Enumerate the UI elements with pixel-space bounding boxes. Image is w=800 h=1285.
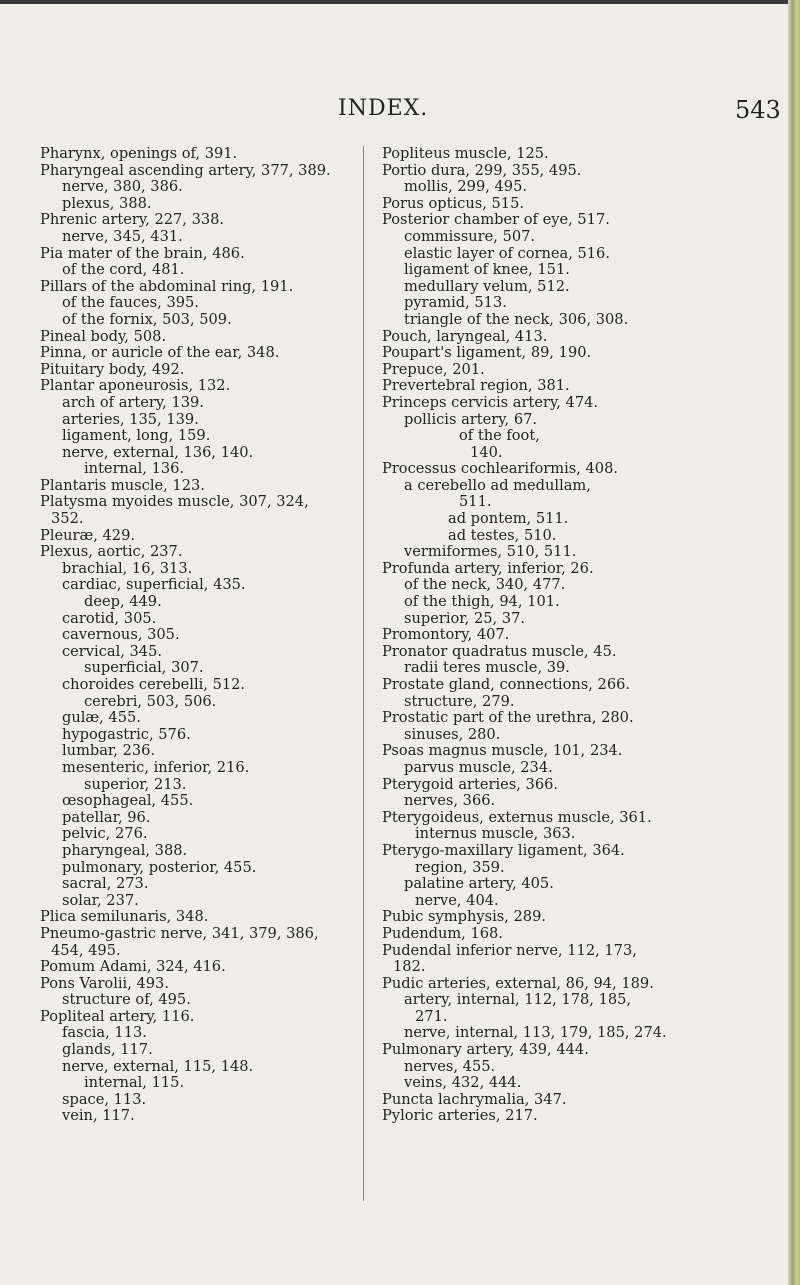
index-entry: Pinna, or auricle of the ear, 348. [40,344,280,362]
index-entry: Pudic arteries, external, 86, 94, 189. [382,974,654,992]
index-entry: of the neck, 340, 477. [404,576,566,594]
index-entry: region, 359. [415,858,505,876]
index-entry: plexus, 388. [62,194,152,212]
index-entry: Pineal body, 508. [40,327,167,345]
index-entry: sacral, 273. [62,875,149,893]
index-entry: cerebri, 503, 506. [84,692,217,710]
index-entry: Posterior chamber of eye, 517. [382,211,610,229]
index-entry: solar, 237. [62,891,139,909]
index-entry: of the foot, [459,427,540,445]
index-entry: Poupart's ligament, 89, 190. [382,344,592,362]
index-entry: Popliteal artery, 116. [40,1007,195,1025]
index-entry: glands, 117. [62,1041,153,1059]
index-entry: Porus opticus, 515. [382,194,525,212]
index-entry: superior, 213. [84,775,187,793]
index-entry: elastic layer of cornea, 516. [404,244,610,262]
column-divider [363,146,364,1201]
index-entry: Plica semilunaris, 348. [40,908,209,926]
index-entry: 182. [393,958,426,976]
index-entry: structure, 279. [404,692,515,710]
index-entry: space, 113. [62,1090,147,1108]
index-entry: Plexus, aortic, 237. [40,543,183,561]
index-entry: a cerebello ad medullam, [404,476,591,494]
index-entry: Phrenic artery, 227, 338. [40,211,225,229]
index-entry: Pulmonary artery, 439, 444. [382,1041,589,1059]
index-entry: Pia mater of the brain, 486. [40,244,245,262]
index-entry: carotid, 305. [62,609,157,627]
index-entry: Pharynx, openings of, 391. [40,145,238,162]
index-entry: Popliteus muscle, 125. [382,145,549,162]
index-entry: Platysma myoides muscle, 307, 324, [40,493,309,511]
index-entry: of the thigh, 94, 101. [404,593,560,611]
index-entry: of the fornix, 503, 509. [62,310,232,328]
index-column-right [382,146,782,1125]
index-entry: 511. [459,493,492,511]
index-entry: hypogastric, 576. [62,725,191,743]
index-entry: Pronator quadratus muscle, 45. [382,642,617,660]
index-entry: patellar, 96. [62,808,151,826]
index-entry: internal, 115. [84,1074,185,1092]
index-entry: nerve, external, 136, 140. [62,443,254,461]
index-entry: medullary velum, 512. [404,277,570,295]
index-entry: Pouch, laryngeal, 413. [382,327,548,345]
index-entry: Prostate gland, connections, 266. [382,676,631,693]
index-entry: 352. [51,510,84,528]
index-entry: Pomum Adami, 324, 416. [40,958,226,976]
index-entry: Prepuce, 201. [382,360,485,378]
index-entry: Pterygo-maxillary ligament, 364. [382,841,625,859]
index-entry: pulmonary, posterior, 455. [62,858,257,876]
index-entry: pelvic, 276. [62,825,148,843]
index-entry: internus muscle, 363. [415,825,576,843]
index-entry: superior, 25, 37. [404,609,526,627]
index-entry: parvus muscle, 234. [404,758,553,776]
index-entry: Promontory, 407. [382,626,510,644]
index-entry: artery, internal, 112, 178, 185, [404,991,632,1009]
index-entry: triangle of the neck, 306, 308. [404,310,629,328]
index-entry: cervical, 345. [62,642,163,660]
index-entry: Pituitary body, 492. [40,360,185,378]
index-entry: Pillars of the abdominal ring, 191. [40,277,294,295]
index-entry: nerves, 366. [404,792,496,810]
index-entry: pollicis artery, 67. [404,410,538,428]
index-entry: ad pontem, 511. [448,510,569,528]
index-entry: brachial, 16, 313. [62,559,193,577]
index-entry: Pterygoid arteries, 366. [382,775,559,793]
index-entry: nerve, 404. [415,891,499,909]
index-entry: ad testes, 510. [448,526,557,544]
index-entry: ligament, long, 159. [62,427,211,445]
index-entry: Prevertebral region, 381. [382,377,570,395]
page-header [0,96,800,124]
index-entry: Pyloric arteries, 217. [382,1107,538,1125]
index-entry: radii teres muscle, 39. [404,659,570,677]
index-entry: sinuses, 280. [404,725,501,743]
index-entry: nerve, 345, 431. [62,227,183,245]
index-entry: Pubic symphysis, 289. [382,908,547,926]
index-entry: Portio dura, 299, 355, 495. [382,161,582,179]
index-entry: choroides cerebelli, 512. [62,676,246,693]
index-entry: vermiformes, 510, 511. [404,543,577,561]
index-entry: fascia, 113. [62,1024,147,1042]
page-top-rule [0,0,800,4]
index-entry: Pneumo-gastric nerve, 341, 379, 386, [40,924,319,942]
page-title: INDEX. [338,96,429,121]
index-entry: mollis, 299, 495. [404,178,528,196]
index-entry: cardiac, superficial, 435. [62,576,246,594]
index-entry: veins, 432, 444. [404,1074,522,1092]
index-entry: Pudendal inferior nerve, 112, 173, [382,941,637,959]
index-entry: œsophageal, 455. [62,792,194,810]
index-entry: arch of artery, 139. [62,393,204,411]
index-entry: palatine artery, 405. [404,875,554,893]
index-entry: superficial, 307. [84,659,204,677]
index-entry: nerves, 455. [404,1057,496,1075]
index-entry: Prostatic part of the urethra, 280. [382,709,634,727]
index-entry: Puncta lachrymalia, 347. [382,1090,567,1108]
index-entry: ligament of knee, 151. [404,261,570,279]
index-column-left [40,146,358,1125]
index-entry: Pleuræ, 429. [40,526,135,544]
index-entry: nerve, internal, 113, 179, 185, 274. [404,1024,667,1042]
index-entry: Pharyngeal ascending artery, 377, 389. [40,161,331,179]
index-entry: nerve, external, 115, 148. [62,1057,254,1075]
index-entry: lumbar, 236. [62,742,156,760]
index-entry: 454, 495. [51,941,121,959]
index-entry: of the cord, 481. [62,261,185,279]
index-entry: Plantar aponeurosis, 132. [40,377,231,395]
index-entry: pharyngeal, 388. [62,841,188,859]
index-entry: 140. [470,443,503,461]
index-entry: gulæ, 455. [62,709,141,727]
index-entry: nerve, 380, 386. [62,178,183,196]
index-entry: pyramid, 513. [404,294,507,312]
index-entry: mesenteric, inferior, 216. [62,758,250,776]
index-entry: Plantaris muscle, 123. [40,476,205,494]
index-entry: vein, 117. [62,1107,135,1125]
index-entry: 271. [415,1007,448,1025]
index-entry: Pudendum, 168. [382,924,503,942]
index-entry: Profunda artery, inferior, 26. [382,559,594,577]
index-entry: Princeps cervicis artery, 474. [382,393,599,411]
index-entry: of the fauces, 395. [62,294,199,312]
index-entry: arteries, 135, 139. [62,410,199,428]
page-edge [788,0,800,1285]
index-entry: Processus cochleariformis, 408. [382,460,619,478]
index-entry: commissure, 507. [404,227,536,245]
index-entry: Pterygoideus, externus muscle, 361. [382,808,652,826]
index-entry: cavernous, 305. [62,626,180,644]
index-entry: structure of, 495. [62,991,191,1009]
index-entry: internal, 136. [84,460,185,478]
page-number: 543 [735,96,781,124]
index-entry: Pons Varolii, 493. [40,974,169,992]
index-entry: Psoas magnus muscle, 101, 234. [382,742,623,760]
index-entry: deep, 449. [84,593,162,611]
